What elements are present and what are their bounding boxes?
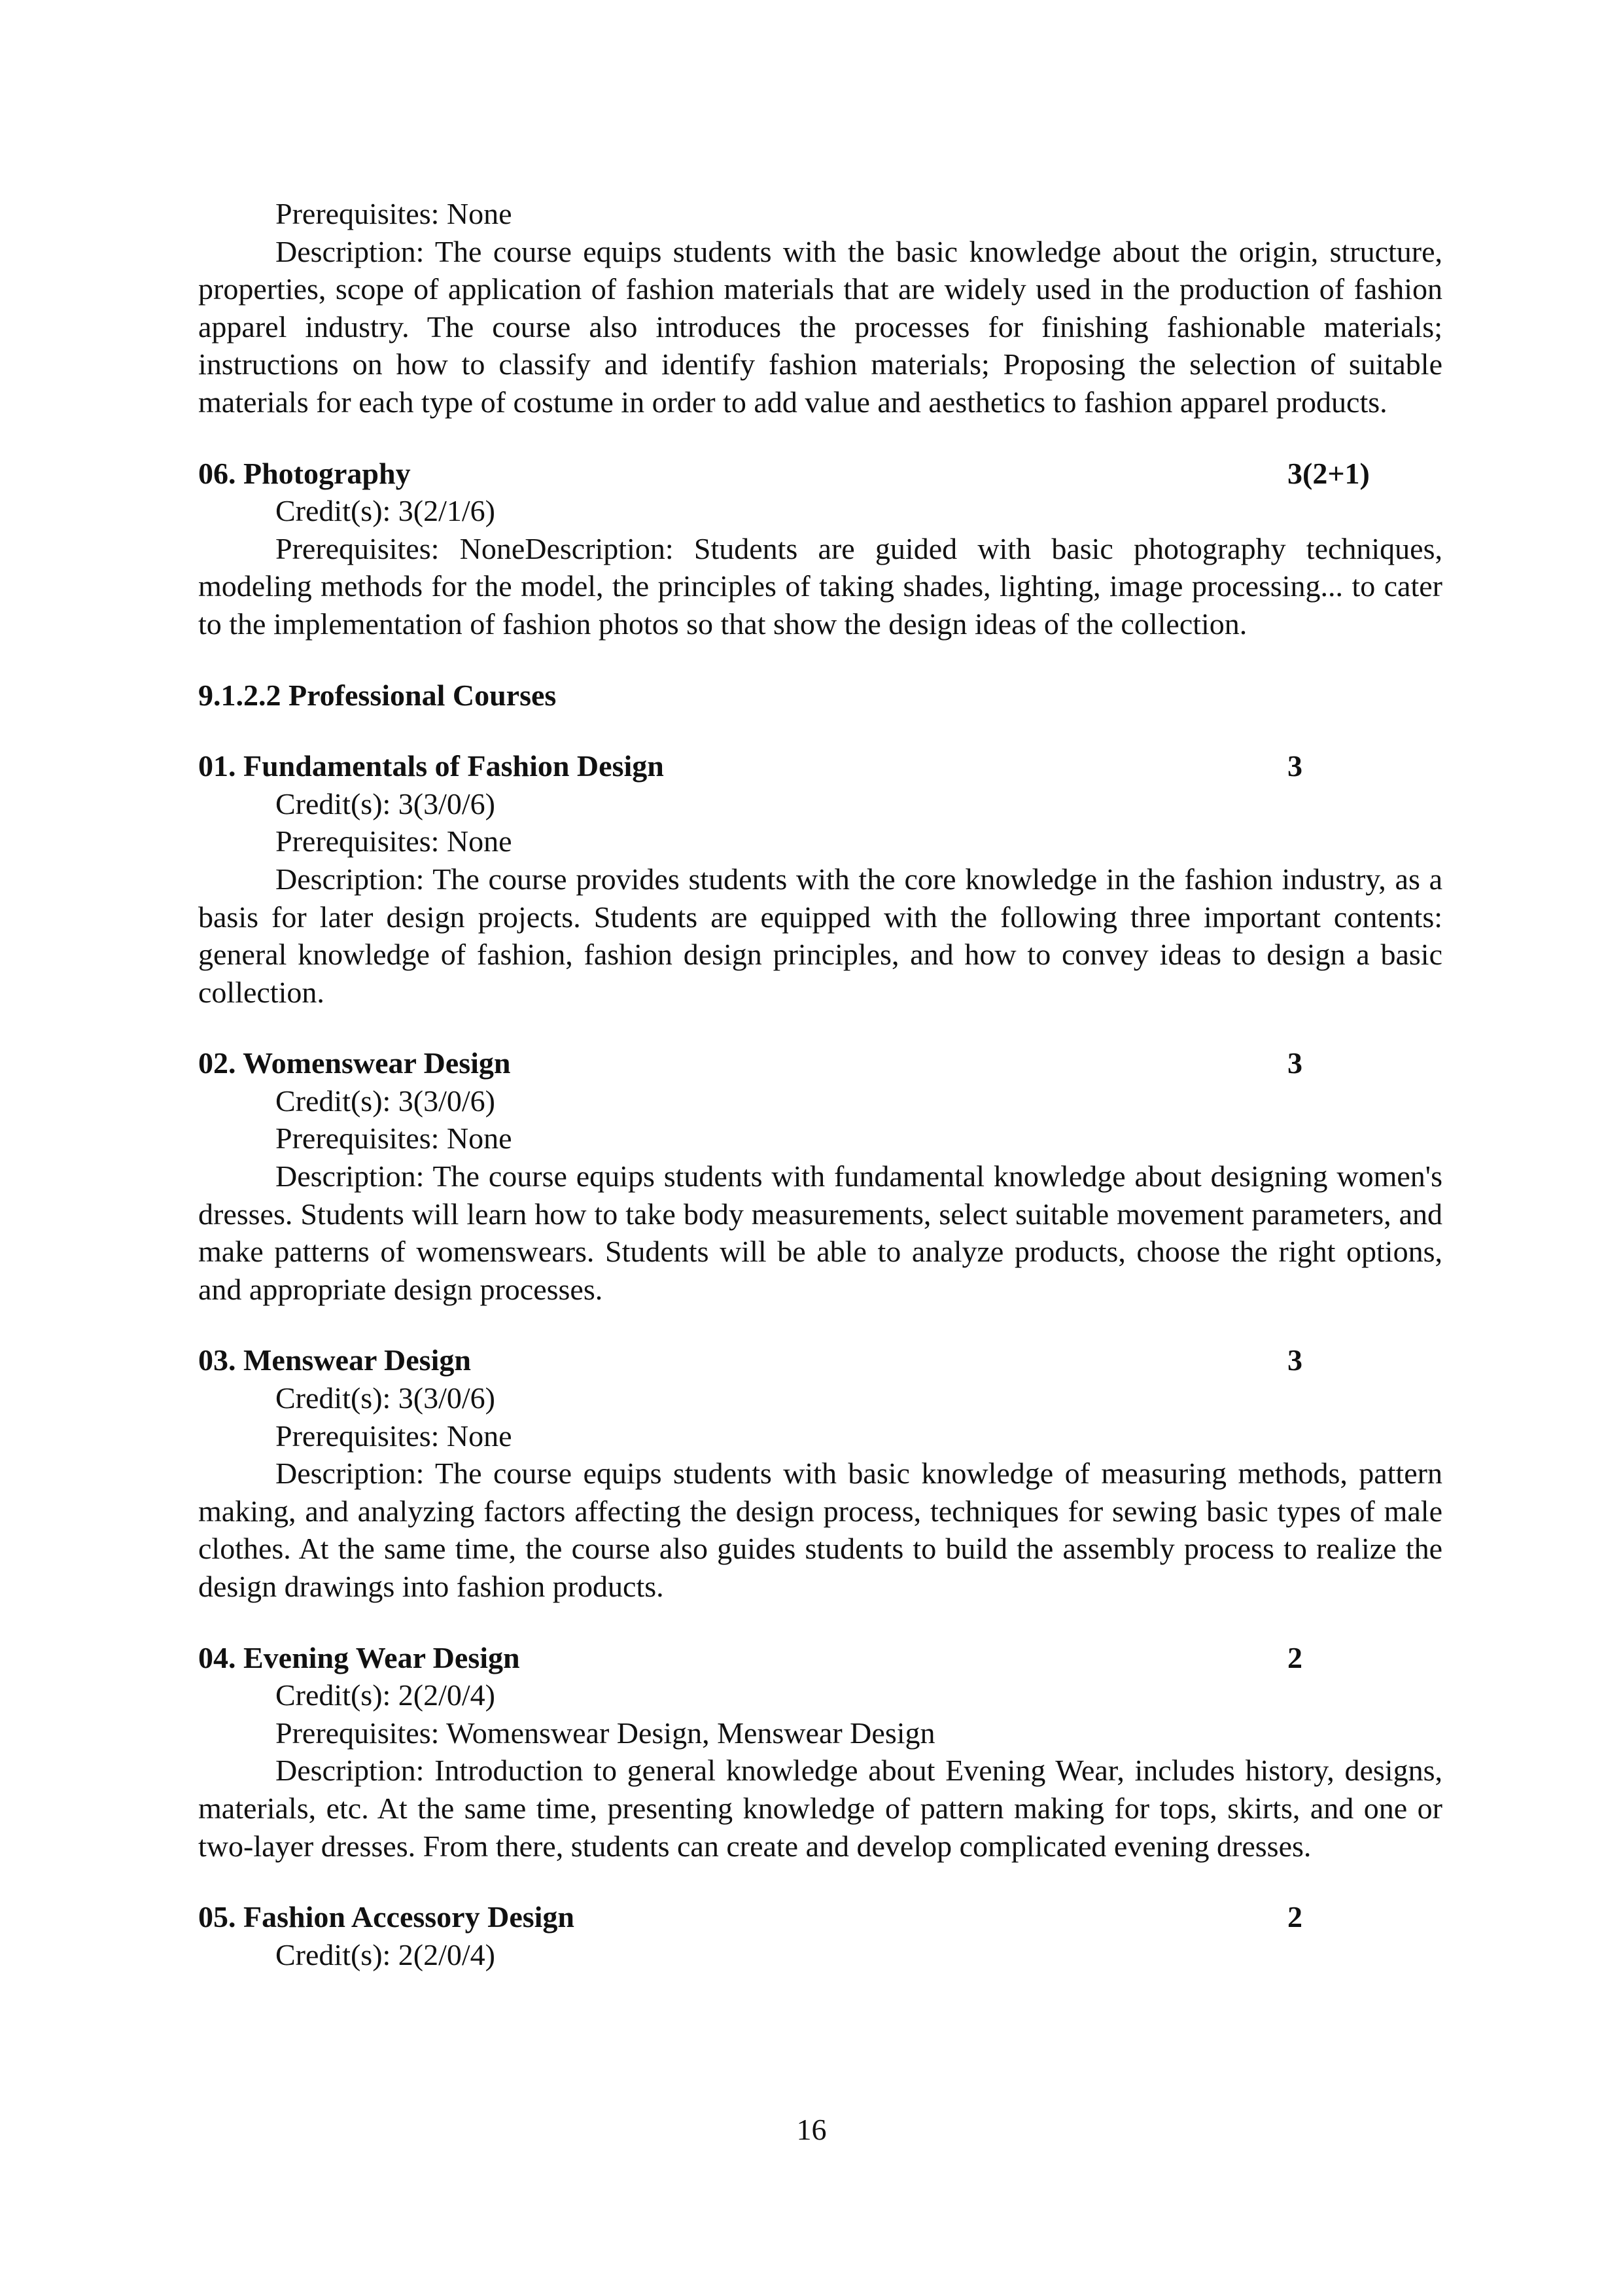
course-prerequisites: Prerequisites: None [275, 1419, 512, 1453]
course-title: 05. Fashion Accessory Design [198, 1900, 574, 1934]
spacer [198, 421, 1442, 455]
spacer [198, 714, 1442, 747]
course-credits: 3(2+1) [1287, 456, 1370, 490]
course-credits: 2 [1287, 1900, 1302, 1934]
course-heading [198, 1898, 1442, 1936]
spacer [198, 1308, 1442, 1341]
course-credit-line: Credit(s): 3(3/0/6) [275, 786, 495, 821]
course-title: 01. Fundamentals of Fashion Design [198, 749, 664, 783]
course-credit-line: Credit(s): 3(3/0/6) [275, 1084, 495, 1118]
course-credits: 3 [1287, 749, 1302, 783]
section-title: 9.1.2.2 Professional Courses [198, 678, 557, 712]
spacer [198, 643, 1442, 677]
spacer [198, 1606, 1442, 1639]
course-description: Description: Introduction to general knowledge about Evening Wear, includes history, designs, materials, etc. At the same time, presenting knowledge of pattern making for tops, skirts, and one or two-layer dresses. From there, students can create and develop complicated evening dresses. [198, 1754, 1442, 1863]
intro-description: Description: The course equips students with the basic knowledge about the origin, structure, properties, scope of application of fashion materials that are widely used in the production of fashion apparel industry. The course also introduces the processes for finishing fashionable materials; instructions on how to classify and identify fashion materials; Proposing the selection of suitable materials for each type of costume in order to add value and aesthetics to fashion apparel products. [198, 234, 1442, 419]
course-credits: 3 [1287, 1046, 1302, 1080]
course-title: 06. Photography [198, 456, 411, 490]
spacer [198, 1011, 1442, 1044]
course-prerequisites: Prerequisites: None [275, 824, 512, 858]
page-number: 16 [796, 2113, 827, 2146]
course-credits: 3 [1287, 1343, 1302, 1377]
document-page [198, 195, 1442, 1973]
course-credit-line: Credit(s): 2(2/0/4) [275, 1678, 495, 1712]
spacer [198, 1865, 1442, 1898]
course-heading [198, 747, 1442, 785]
course-prerequisites: Prerequisites: None [275, 1122, 512, 1156]
course-description: Description: The course provides students with the core knowledge in the fashion industry, as a basis for later design projects. Students are equipped with the following three important contents: general knowledge of fashion, fashion design principles, and how to convey ideas to design a basic collection. [198, 862, 1442, 1009]
course-title: 04. Evening Wear Design [198, 1640, 520, 1674]
course-heading-photography [198, 455, 1442, 493]
course-credit-line: Credit(s): 3(3/0/6) [275, 1381, 495, 1415]
course-description: Prerequisites: NoneDescription: Students are guided with basic photography techniques, modeling methods for the model, the principles of taking shades, lighting, image processing... to cater to the implementation of fashion photos so that show the design ideas of the collection. [198, 531, 1442, 641]
course-heading [198, 1341, 1442, 1379]
course-credit-line: Credit(s): 3(2/1/6) [275, 494, 495, 528]
intro-prerequisites: Prerequisites: None [275, 197, 512, 230]
course-credits: 2 [1287, 1640, 1302, 1674]
course-prerequisites: Prerequisites: Womenswear Design, Menswear Design [275, 1716, 935, 1750]
course-title: 02. Womenswear Design [198, 1046, 511, 1080]
course-title: 03. Menswear Design [198, 1343, 471, 1377]
course-heading [198, 1044, 1442, 1082]
course-description: Description: The course equips students with basic knowledge of measuring methods, pattern making, and analyzing factors affecting the design process, techniques for sewing basic types of male clothes. At the same time, the course also guides students to build the assembly process to realize the design drawings into fashion products. [198, 1457, 1442, 1603]
course-credit-line: Credit(s): 2(2/0/4) [275, 1937, 495, 1971]
course-description: Description: The course equips students with fundamental knowledge about designing women's dresses. Students will learn how to take body measurements, select suitable movement parameters, and make patterns of womenswears. Students will be able to analyze products, choose the right options, and appropriate design processes. [198, 1159, 1442, 1306]
course-heading [198, 1639, 1442, 1677]
